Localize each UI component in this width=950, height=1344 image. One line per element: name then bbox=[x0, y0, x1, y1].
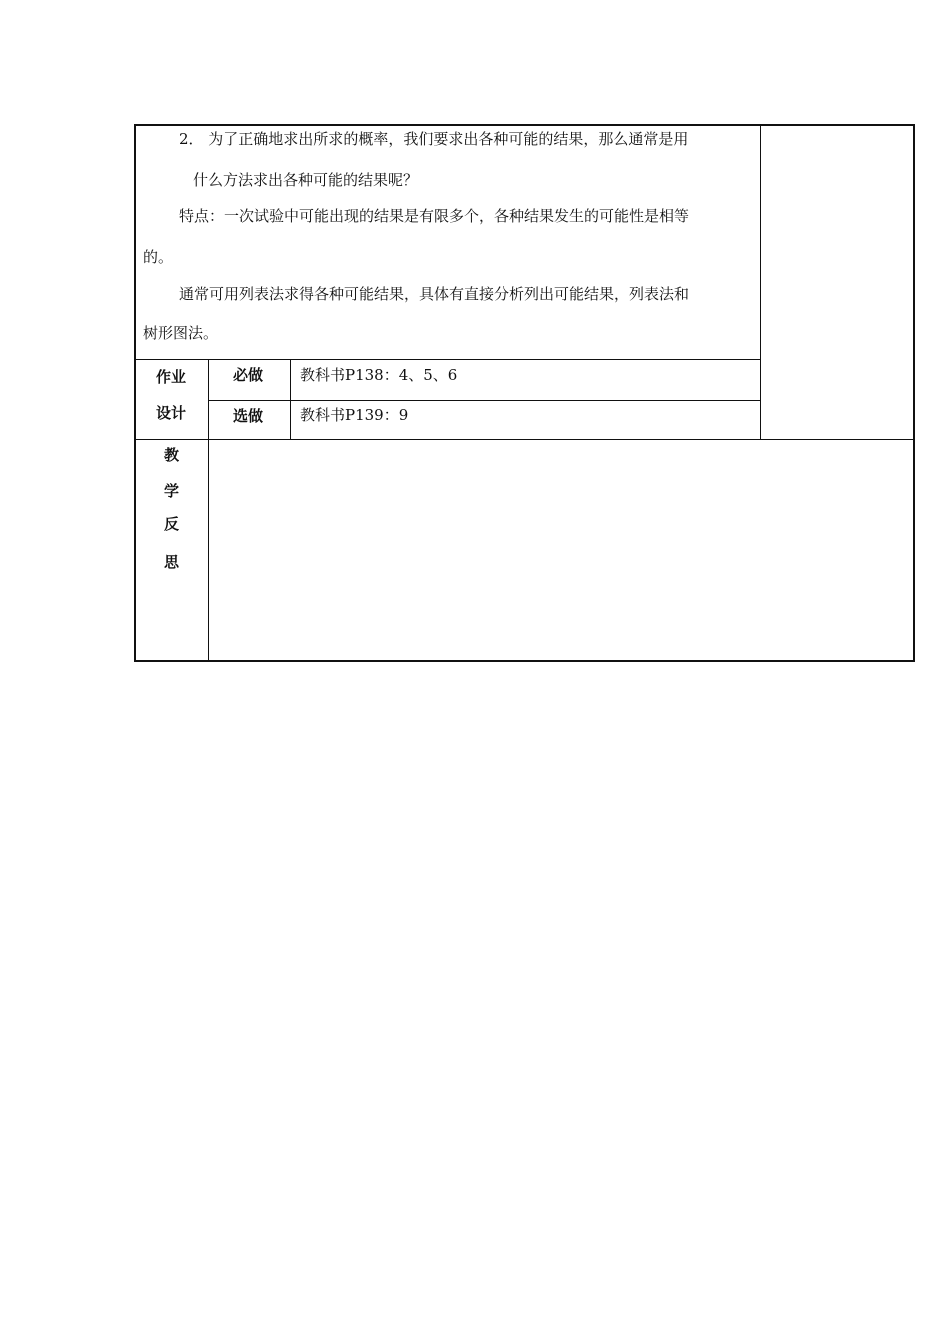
question-2-line-2: 什么方法求出各种可能的结果呢？ bbox=[193, 171, 419, 189]
question-2-line-1: 2． 为了正确地求出所求的概率，我们要求出各种可能的结果，那么通常是用 bbox=[179, 130, 689, 148]
homework-label-line-2: 设计 bbox=[156, 404, 187, 422]
right-column-divider bbox=[760, 125, 761, 440]
method-line-2: 树形图法。 bbox=[143, 324, 219, 342]
reflection-label-char-4: 思 bbox=[164, 553, 180, 571]
optional-value: 教科书P139：9 bbox=[300, 406, 409, 424]
sublabel-column-divider bbox=[290, 359, 291, 440]
reflection-label-char-1: 教 bbox=[164, 446, 180, 464]
required-label: 必做 bbox=[233, 366, 264, 384]
feature-line-2: 的。 bbox=[143, 248, 174, 266]
required-value: 教科书P138：4、5、6 bbox=[300, 366, 458, 384]
optional-label: 选做 bbox=[233, 407, 264, 425]
content-bottom-divider bbox=[135, 359, 761, 360]
method-line-1: 通常可用列表法求得各种可能结果，具体有直接分析列出可能结果，列表法和 bbox=[179, 285, 690, 303]
reflection-top-divider bbox=[135, 439, 914, 440]
homework-label-line-1: 作业 bbox=[156, 368, 187, 386]
feature-line-1: 特点：一次试验中可能出现的结果是有限多个，各种结果发生的可能性是相等 bbox=[179, 207, 690, 225]
reflection-label-char-2: 学 bbox=[164, 482, 180, 500]
label-column-divider bbox=[208, 359, 209, 661]
lesson-table bbox=[134, 124, 915, 662]
homework-row-divider bbox=[209, 400, 761, 401]
reflection-label-char-3: 反 bbox=[164, 515, 180, 533]
